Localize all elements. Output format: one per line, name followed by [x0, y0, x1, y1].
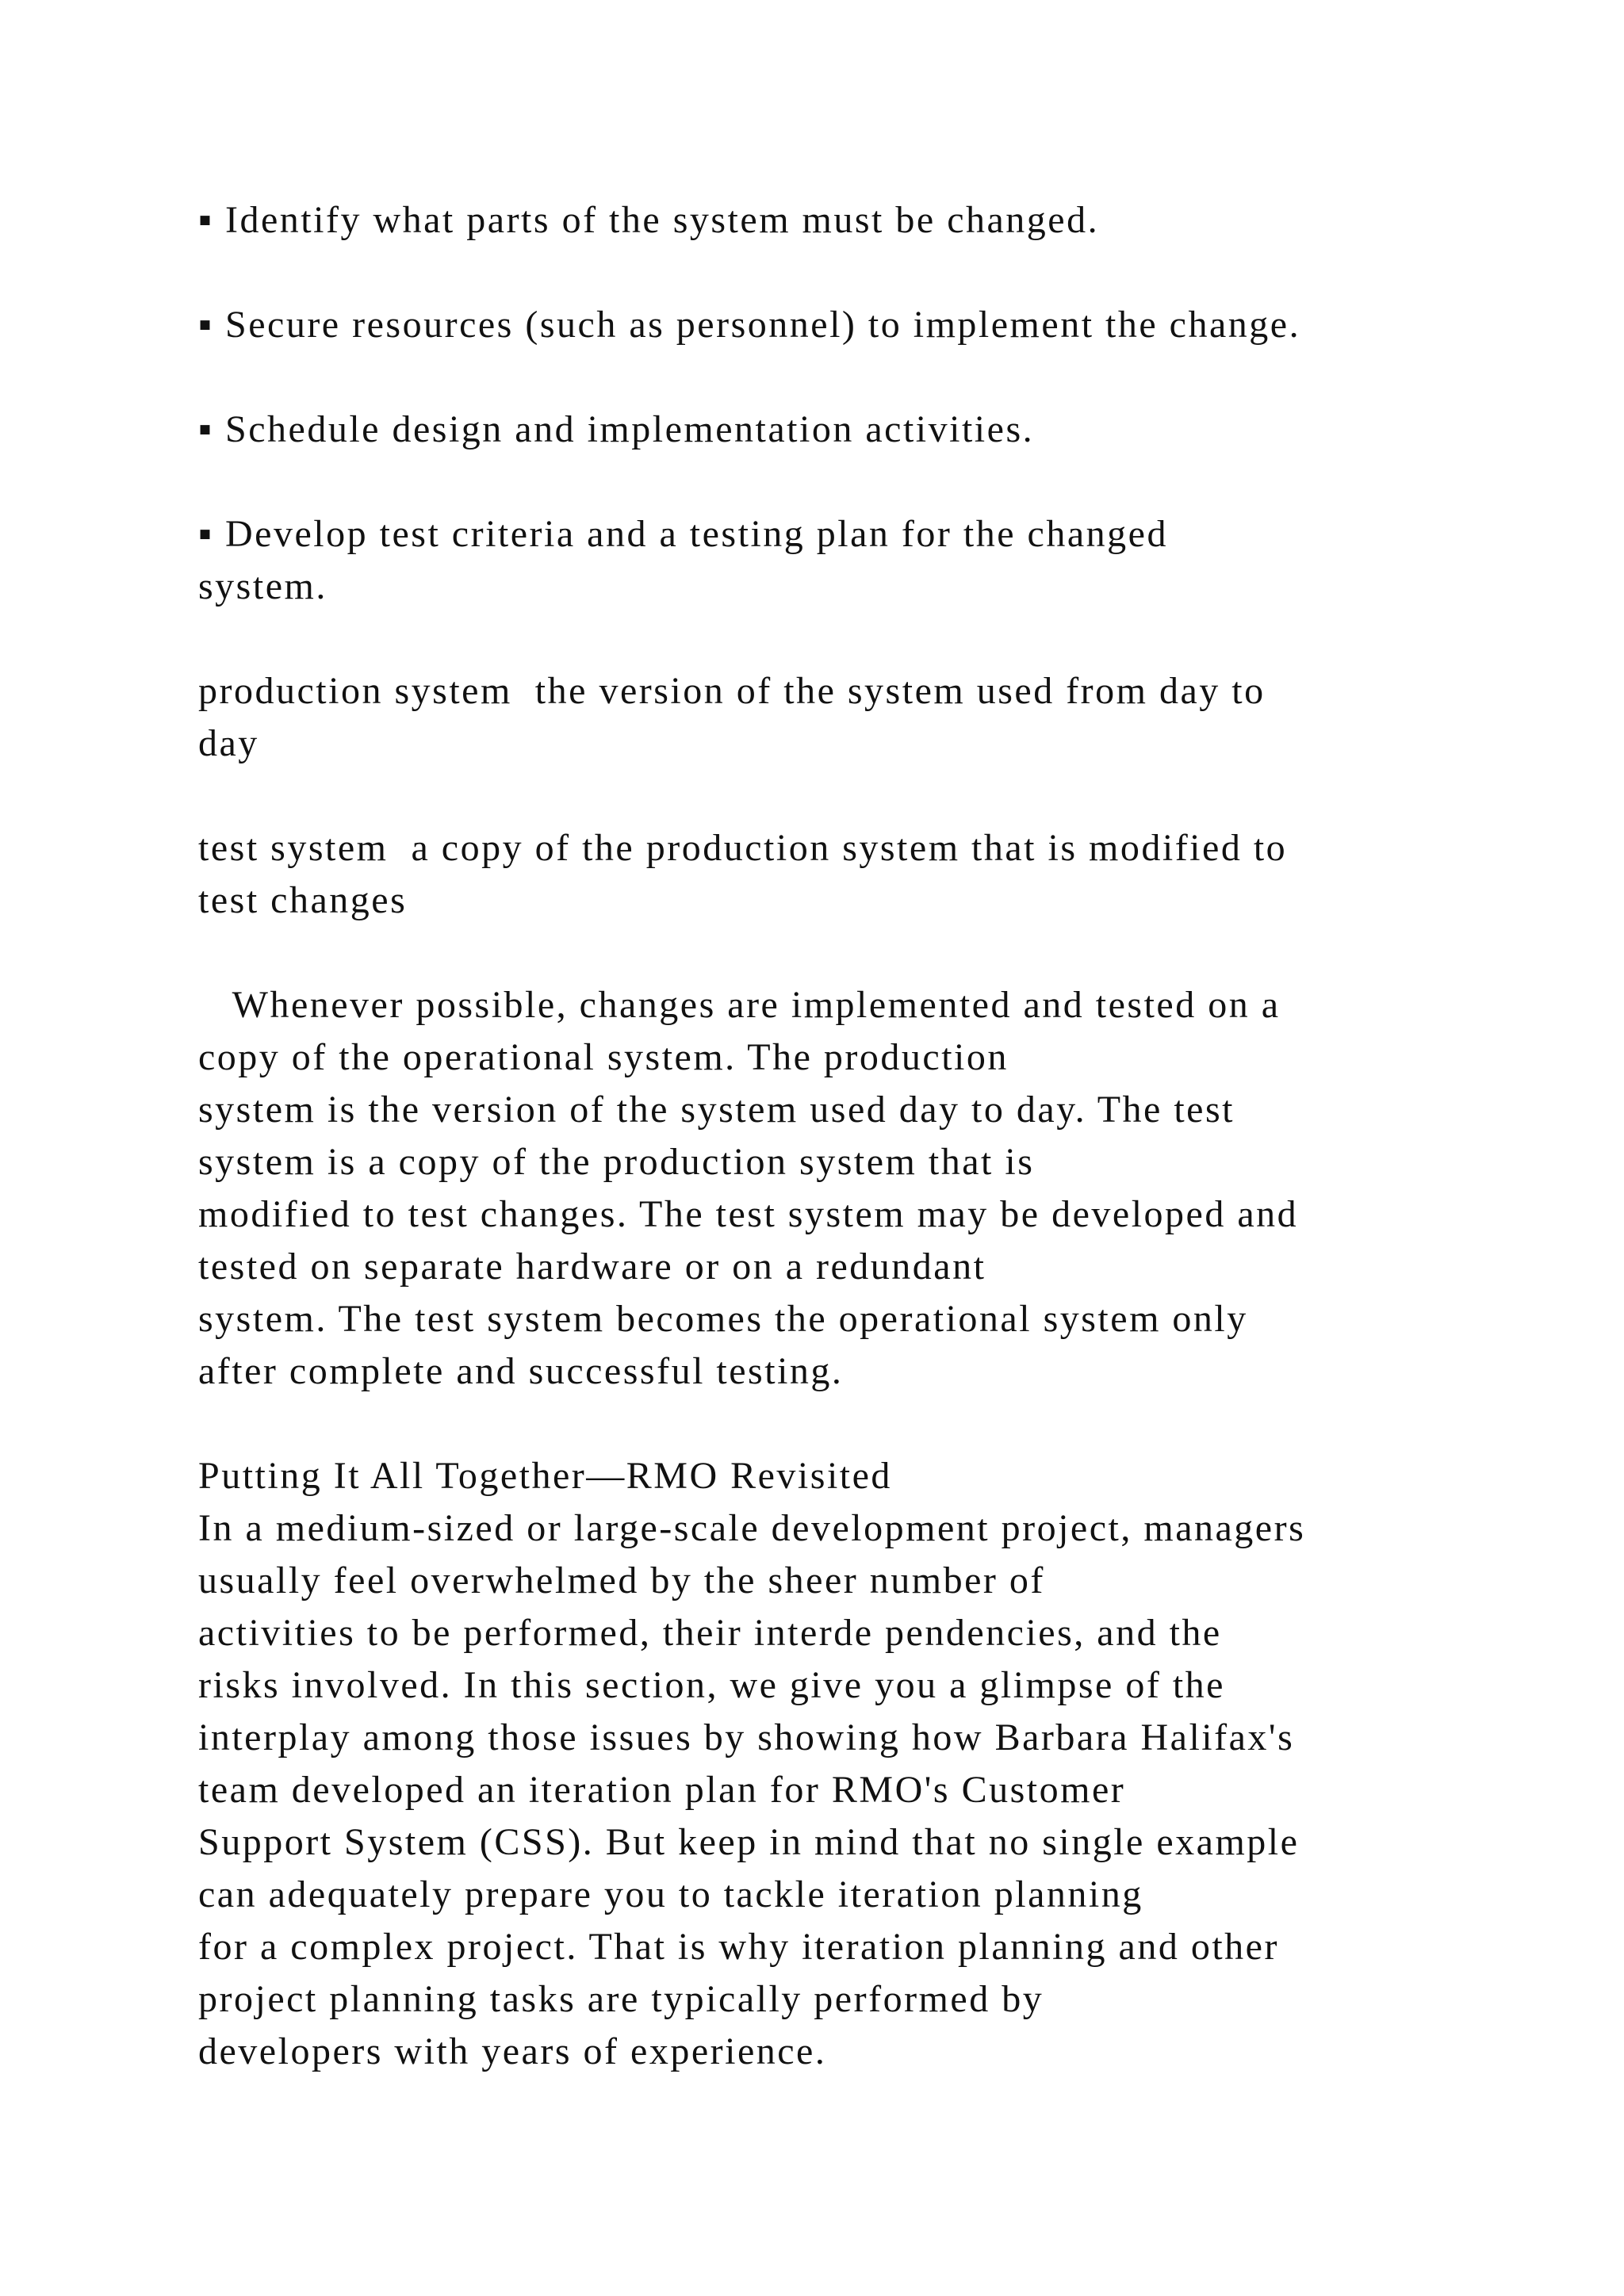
- spacer: [198, 351, 1507, 404]
- spacer: [198, 927, 1507, 979]
- text-line: system.: [198, 565, 327, 607]
- section-heading: Putting It All Together—RMO Revisited: [198, 1455, 892, 1497]
- text-line: ▪ Identify what parts of the system must be changed.: [198, 199, 1100, 241]
- bullet-identify-parts: [198, 194, 1507, 247]
- document-body: [198, 194, 1507, 2078]
- text-line: risks involved. In this section, we give you a glimpse of the: [198, 1664, 1225, 1706]
- text-line: can adequately prepare you to tackle iteration planning: [198, 1873, 1143, 1915]
- text-line: ▪ Secure resources (such as personnel) to implement the change.: [198, 304, 1301, 346]
- spacer: [198, 1398, 1507, 1450]
- bullet-test-criteria: [198, 508, 1507, 613]
- text-line: modified to test changes. The test system may be developed and: [198, 1193, 1299, 1235]
- text-line: test system a copy of the production system that is modified to: [198, 827, 1288, 869]
- spacer: [198, 613, 1507, 665]
- text-line: ▪ Schedule design and implementation activities.: [198, 408, 1035, 450]
- text-line: Support System (CSS). But keep in mind that no single example: [198, 1821, 1300, 1863]
- spacer: [198, 456, 1507, 508]
- text-line: after complete and successful testing.: [198, 1350, 844, 1392]
- paragraph-test-system: [198, 979, 1507, 1398]
- text-line: ▪ Develop test criteria and a testing plan for the changed: [198, 513, 1168, 555]
- text-line: system. The test system becomes the operational system only: [198, 1298, 1248, 1340]
- text-line: project planning tasks are typically performed by: [198, 1978, 1044, 2020]
- text-line: activities to be performed, their interde pendencies, and the: [198, 1612, 1222, 1654]
- text-line: In a medium-sized or large-scale development project, managers: [198, 1507, 1306, 1549]
- text-line: test changes: [198, 879, 408, 921]
- text-line: system is the version of the system used day to day. The test: [198, 1089, 1235, 1131]
- definition-test-system: [198, 822, 1507, 927]
- spacer: [198, 770, 1507, 822]
- text-line: usually feel overwhelmed by the sheer number of: [198, 1559, 1045, 1601]
- text-line: tested on separate hardware or on a redundant: [198, 1246, 986, 1288]
- bullet-secure-resources: [198, 299, 1507, 351]
- text-line: developers with years of experience.: [198, 2030, 827, 2072]
- text-line: interplay among those issues by showing how Barbara Halifax's: [198, 1716, 1295, 1758]
- text-line: system is a copy of the production system that is: [198, 1141, 1035, 1183]
- text-line: for a complex project. That is why iteration planning and other: [198, 1926, 1279, 1968]
- text-line: team developed an iteration plan for RMO's Customer: [198, 1769, 1126, 1811]
- text-line: day: [198, 722, 259, 764]
- paragraph-rmo-revisited: [198, 1502, 1507, 2078]
- text-line: production system the version of the system used from day to: [198, 670, 1266, 712]
- spacer: [198, 247, 1507, 299]
- definition-production-system: [198, 665, 1507, 770]
- text-line: copy of the operational system. The production: [198, 1036, 1009, 1078]
- text-line: Whenever possible, changes are implemented and tested on a: [198, 984, 1281, 1026]
- bullet-schedule: [198, 404, 1507, 456]
